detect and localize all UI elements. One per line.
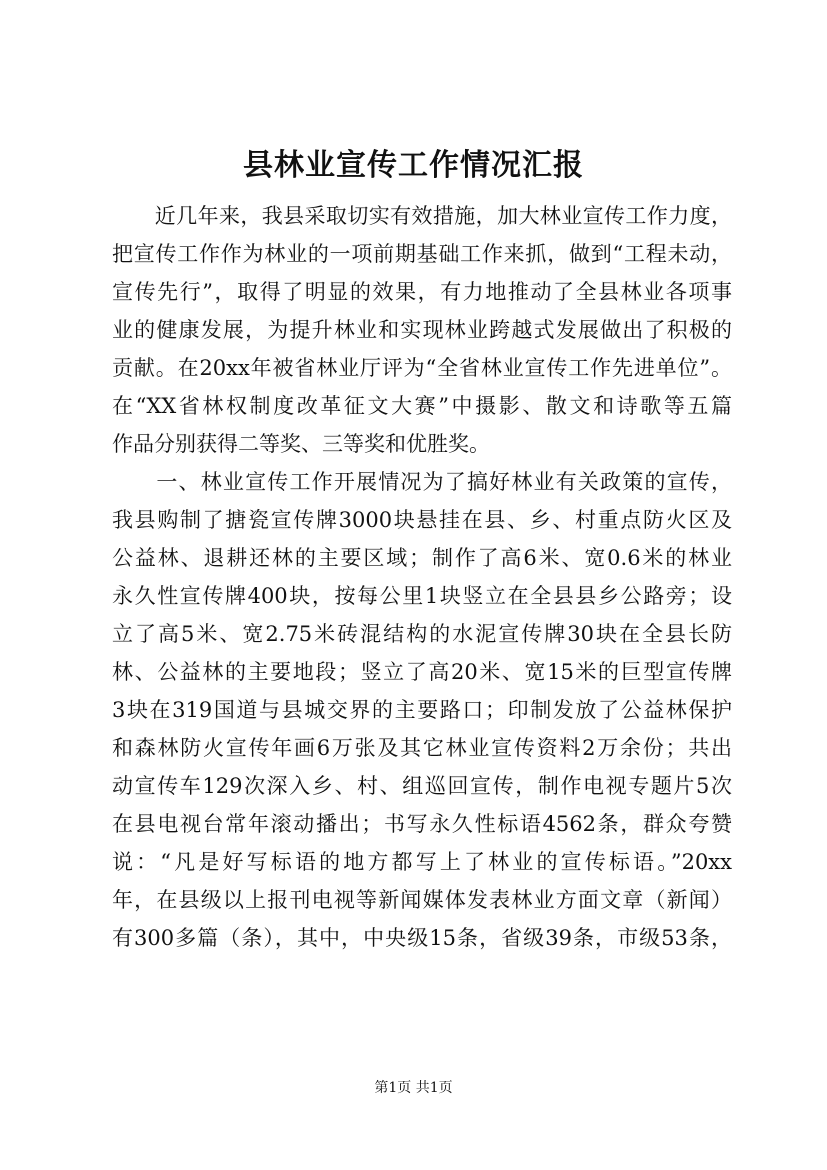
body-line: 我县购制了搪瓷宣传牌3000块悬挂在县、乡、村重点防火区及 bbox=[112, 508, 732, 532]
body-line: 公益林、退耕还林的主要区域；制作了高6米、宽0.6米的林业 bbox=[112, 546, 732, 570]
body-line: 在“XX省林权制度改革征文大赛”中摄影、散文和诗歌等五篇 bbox=[112, 394, 732, 418]
body-line: 有300多篇（条），其中，中央级15条，省级39条，市级53条， bbox=[112, 926, 732, 950]
body-line: 立了高5米、宽2.75米砖混结构的水泥宣传牌30块在全县长防 bbox=[112, 622, 732, 646]
page-title: 县林业宣传工作情况汇报 bbox=[243, 148, 584, 183]
body-line: 业的健康发展，为提升林业和实现林业跨越式发展做出了积极的 bbox=[112, 318, 732, 342]
body-line: 年，在县级以上报刊电视等新闻媒体发表林业方面文章（新闻） bbox=[112, 888, 732, 912]
body-line: 贡献。在20xx年被省林业厅评为“全省林业宣传工作先进单位”。 bbox=[112, 356, 732, 380]
body-line: 近几年来，我县采取切实有效措施，加大林业宣传工作力度， bbox=[112, 204, 732, 228]
body-line: 作品分别获得二等奖、三等奖和优胜奖。 bbox=[112, 432, 490, 456]
body-line: 一、林业宣传工作开展情况为了搞好林业有关政策的宣传， bbox=[112, 470, 732, 494]
page-number-footer: 第1页 共1页 bbox=[374, 1080, 453, 1096]
body-line: 把宣传工作作为林业的一项前期基础工作来抓，做到“工程未动， bbox=[112, 242, 732, 266]
body-line: 3块在319国道与县城交界的主要路口；印制发放了公益林保护 bbox=[112, 698, 732, 722]
body-line: 永久性宣传牌400块，按每公里1块竖立在全县县乡公路旁；设 bbox=[112, 584, 732, 608]
body-line: 动宣传车129次深入乡、村、组巡回宣传，制作电视专题片5次 bbox=[112, 774, 732, 798]
body-line: 林、公益林的主要地段；竖立了高20米、宽15米的巨型宣传牌 bbox=[112, 660, 732, 684]
body-line: 和森林防火宣传年画6万张及其它林业宣传资料2万余份；共出 bbox=[112, 736, 732, 760]
body-line: 在县电视台常年滚动播出；书写永久性标语4562条，群众夸赞 bbox=[112, 812, 732, 836]
body-line: 说：“凡是好写标语的地方都写上了林业的宣传标语。”20xx bbox=[112, 850, 732, 874]
body-line: 宣传先行”，取得了明显的效果，有力地推动了全县林业各项事 bbox=[112, 280, 732, 304]
